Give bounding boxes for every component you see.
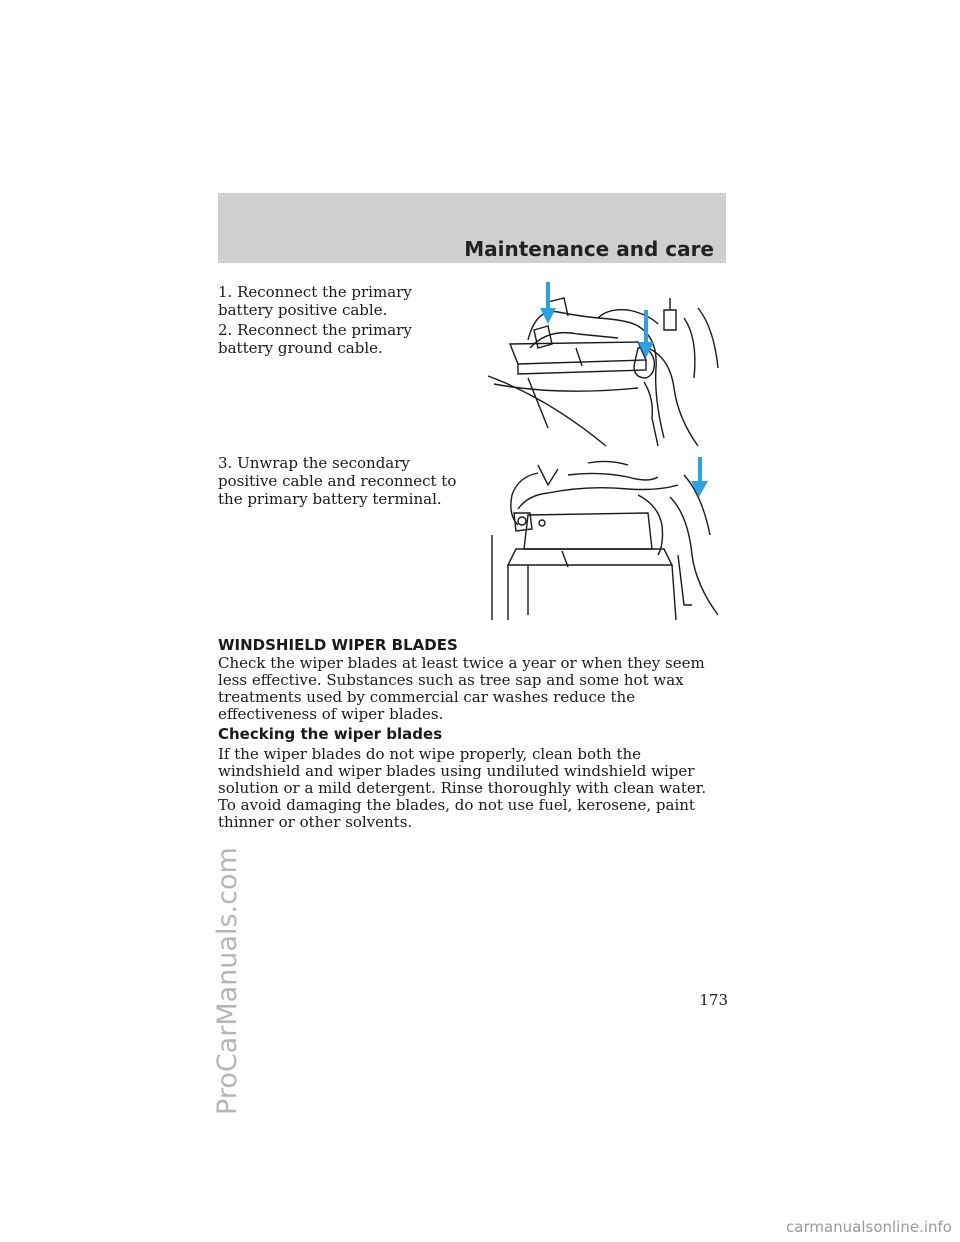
wiper-blades-heading: WINDSHIELD WIPER BLADES: [218, 636, 458, 654]
page-number: 173: [699, 991, 728, 1009]
battery-reconnect-illustration: [488, 278, 726, 448]
checking-wiper-blades-heading: Checking the wiper blades: [218, 725, 443, 743]
wiper-intro-paragraph: Check the wiper blades at least twice a year or when they seem less effective. Substances such as tree sap and some hot wax treatments used by commercial car washes reduce the effectiveness of wiper blades.: [218, 654, 705, 723]
secondary-cable-illustration: [488, 455, 726, 620]
checking-wiper-blades-paragraph: If the wiper blades do not wipe properly, clean both the windshield and wiper blades using undiluted windshield wiper solution or a mild detergent. Rinse thoroughly with clean water. To avoid damaging the blades, do not use fuel, kerosene, paint thinner or other solvents.: [218, 745, 707, 831]
watermark: ProCarManuals.com: [212, 847, 243, 1115]
section-title: Maintenance and care: [464, 237, 714, 261]
footer-url[interactable]: carmanualsonline.info: [786, 1218, 952, 1236]
step-2: 2. Reconnect the primary battery ground cable.: [218, 321, 412, 357]
step-1: 1. Reconnect the primary battery positive cable.: [218, 283, 412, 319]
header-band: [218, 193, 726, 263]
step-3: 3. Unwrap the secondary positive cable and reconnect to the primary battery terminal.: [218, 454, 457, 508]
